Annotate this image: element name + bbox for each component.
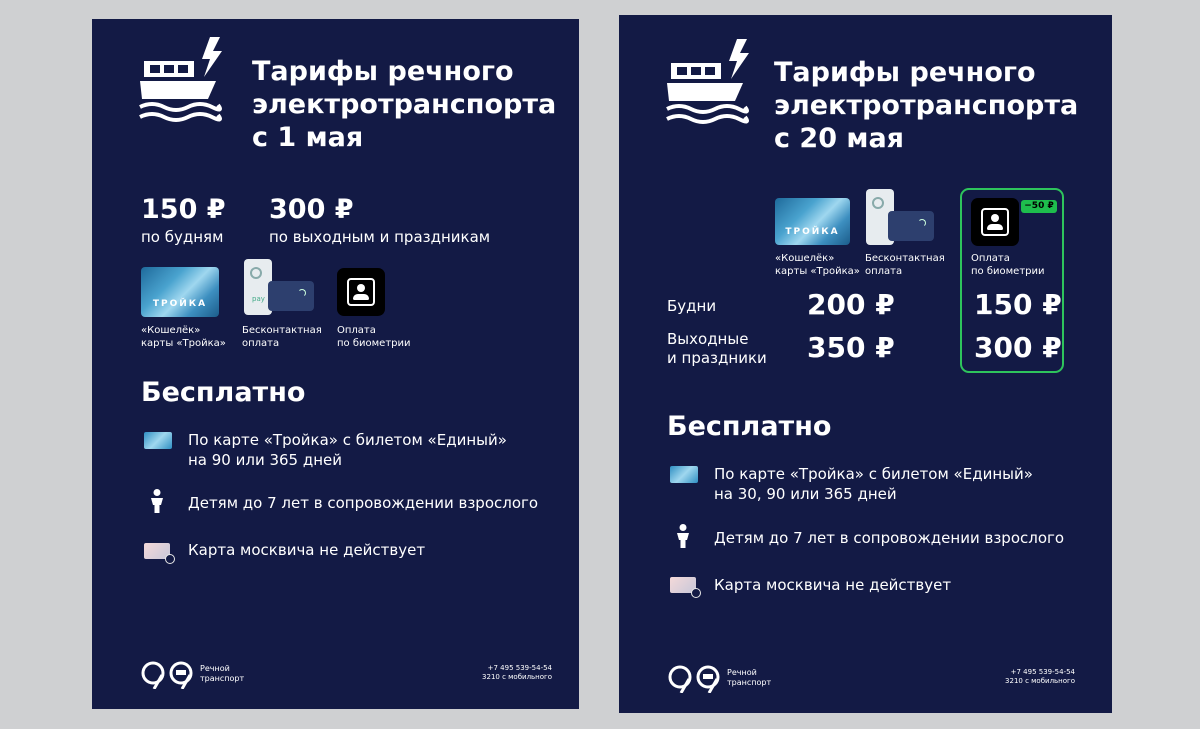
- payment-caption-contactless: [865, 252, 945, 278]
- weekend-price-label: по выходным и праздникам: [269, 228, 491, 246]
- payment-caption-biometric: [337, 324, 411, 350]
- payment-caption-troika: [141, 324, 226, 350]
- free-item-line: на 90 или 365 дней: [188, 451, 343, 469]
- contactless-payment-icon: [866, 189, 934, 247]
- row-label-weekends: [667, 330, 767, 368]
- caption-line: Оплата: [337, 325, 376, 336]
- caption-line: карты «Тройка»: [141, 338, 226, 349]
- title-line: Тарифы речного: [252, 56, 514, 87]
- footer-contacts: [1005, 668, 1075, 686]
- title-line: с 1 мая: [252, 122, 364, 153]
- caption-line: Оплата: [971, 253, 1010, 264]
- poster-title: [774, 56, 1078, 155]
- contact-mobile: 3210 с мобильного: [482, 673, 552, 681]
- caption-line: Бесконтактная: [865, 253, 945, 264]
- electric-boat-icon: [665, 39, 757, 125]
- row-label-weekdays: Будни: [667, 297, 717, 315]
- payment-caption-troika: [775, 252, 860, 278]
- payment-caption-biometric: [971, 252, 1045, 278]
- logo-line: Речной: [200, 664, 230, 673]
- biometric-face-icon: [971, 198, 1019, 246]
- phone-pay-text: pay: [252, 295, 265, 303]
- troika-card-icon: [775, 198, 850, 245]
- title-line: Тарифы речного: [774, 57, 1036, 88]
- caption-line: по биометрии: [337, 338, 411, 349]
- weekday-price: 150 ₽: [141, 194, 226, 225]
- contact-phone: +7 495 539-54-54: [1010, 668, 1075, 676]
- contact-phone: +7 495 539-54-54: [487, 664, 552, 672]
- weekday-bio-price: 150 ₽: [974, 288, 1062, 321]
- free-item-line: По карте «Тройка» с билетом «Единый»: [188, 431, 507, 449]
- child-icon: [150, 489, 164, 513]
- logo-line: Речной: [727, 668, 757, 677]
- logo-line: транспорт: [200, 674, 245, 683]
- weekday-price-label: по будням: [141, 228, 224, 246]
- poster-may-20: [619, 15, 1112, 713]
- caption-line: карты «Тройка»: [775, 266, 860, 277]
- payment-caption-contactless: [242, 324, 322, 350]
- electric-boat-icon: [138, 37, 230, 123]
- poster-title: [252, 55, 556, 154]
- child-icon: [676, 524, 690, 548]
- caption-line: «Кошелёк»: [141, 325, 201, 336]
- logo-line: транспорт: [727, 678, 772, 687]
- contact-mobile: 3210 с мобильного: [1005, 677, 1075, 685]
- free-title: Бесплатно: [141, 377, 306, 408]
- free-item-troika: [188, 430, 507, 470]
- caption-line: оплата: [242, 338, 280, 349]
- free-item-troika: [714, 464, 1033, 504]
- free-item-children: Детям до 7 лет в сопровождении взрослого: [188, 494, 539, 512]
- moscow-card-icon: [670, 577, 696, 593]
- river-transport-logo-icon: [667, 663, 723, 693]
- free-item-line: По карте «Тройка» с билетом «Единый»: [714, 465, 1033, 483]
- free-item-moscow-card: Карта москвича не действует: [188, 541, 426, 559]
- weekend-price: 350 ₽: [807, 331, 895, 364]
- moscow-card-icon: [144, 543, 170, 559]
- footer-logo-text: [200, 664, 244, 684]
- troika-card-icon: [144, 432, 172, 449]
- contactless-payment-icon: [244, 259, 314, 317]
- river-transport-logo-icon: [140, 659, 196, 689]
- caption-line: оплата: [865, 266, 903, 277]
- weekend-price: 300 ₽: [269, 194, 354, 225]
- troika-card-text: ТРОЙКА: [785, 227, 840, 237]
- troika-card-icon: [141, 267, 219, 317]
- caption-line: «Кошелёк»: [775, 253, 835, 264]
- free-item-children: Детям до 7 лет в сопровождении взрослого: [714, 529, 1065, 547]
- biometric-face-icon: [337, 268, 385, 316]
- title-line: электротранспорта: [252, 89, 557, 120]
- poster-may-1: [92, 19, 579, 709]
- weekday-price: 200 ₽: [807, 288, 895, 321]
- title-line: с 20 мая: [774, 123, 905, 154]
- weekend-bio-price: 300 ₽: [974, 331, 1062, 364]
- row-label-line: и праздники: [667, 349, 767, 367]
- title-line: электротранспорта: [774, 90, 1079, 121]
- troika-card-icon: [670, 466, 698, 483]
- caption-line: по биометрии: [971, 266, 1045, 277]
- footer-logo-text: [727, 668, 771, 688]
- free-item-moscow-card: Карта москвича не действует: [714, 576, 952, 594]
- free-title: Бесплатно: [667, 411, 832, 442]
- caption-line: Бесконтактная: [242, 325, 322, 336]
- footer-contacts: [482, 664, 552, 682]
- free-item-line: на 30, 90 или 365 дней: [714, 485, 897, 503]
- discount-badge: −50 ₽: [1021, 200, 1057, 213]
- troika-card-text: ТРОЙКА: [152, 299, 208, 309]
- row-label-line: Выходные: [667, 330, 749, 348]
